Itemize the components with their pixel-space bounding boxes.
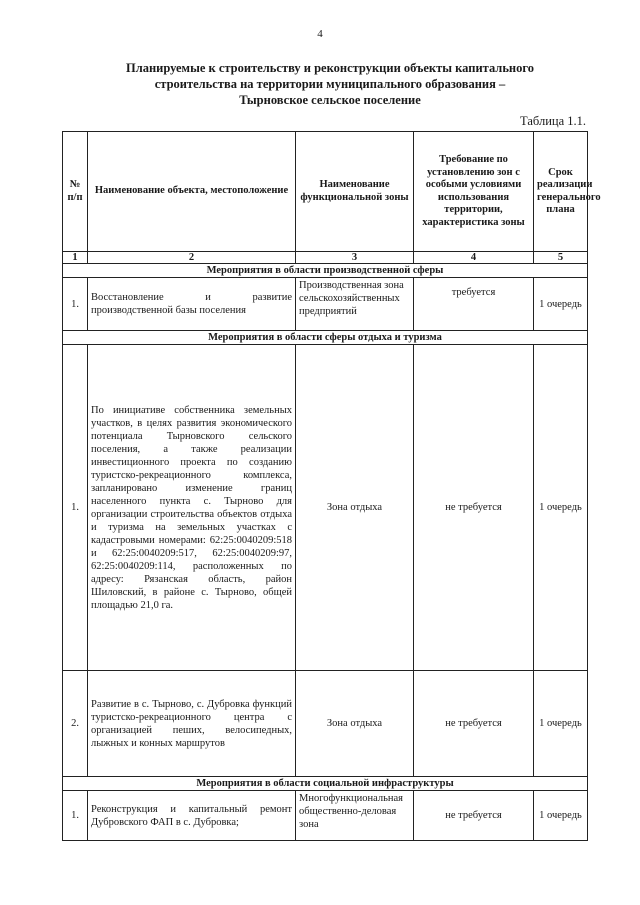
term: 1 очередь xyxy=(534,345,588,671)
table-row xyxy=(63,278,588,331)
requirement: не требуется xyxy=(414,791,534,841)
header-number: № п/п xyxy=(63,132,88,252)
section-title: Мероприятия в области социальной инфраструктуры xyxy=(63,777,588,791)
section-title: Мероприятия в области производственной сферы xyxy=(63,264,588,278)
term: 1 очередь xyxy=(534,671,588,777)
header-zone-name: Наименование функциональной зоны xyxy=(296,132,414,252)
row-number: 1. xyxy=(63,278,88,331)
zone-name: Производственная зона сельскохозяйственных предприятий xyxy=(296,278,414,331)
zone-name: Многофункциональная общественно-деловая зона xyxy=(296,791,414,841)
title-line-2: строительства на территории муниципального образования – xyxy=(154,77,506,91)
column-number: 5 xyxy=(534,252,588,264)
section-header xyxy=(63,331,588,345)
document-title xyxy=(70,60,590,108)
requirement: не требуется xyxy=(414,671,534,777)
object-name: Восстановление и развитие производственной базы поселения xyxy=(88,278,296,331)
header-object-name: Наименование объекта, местоположение xyxy=(88,132,296,252)
table-row xyxy=(63,671,588,777)
row-number: 2. xyxy=(63,671,88,777)
column-number: 3 xyxy=(296,252,414,264)
header-term: Срок реализации генерального плана xyxy=(534,132,588,252)
requirement: не требуется xyxy=(414,345,534,671)
table-label: Таблица 1.1. xyxy=(520,114,586,128)
row-number: 1. xyxy=(63,345,88,671)
header-requirement: Требование по установлению зон с особыми условиями использования территории, характеристика зоны xyxy=(414,132,534,252)
column-number-row xyxy=(63,252,588,264)
term: 1 очередь xyxy=(534,278,588,331)
section-header xyxy=(63,264,588,278)
object-name: Развитие в с. Тырново, с. Дубровка функций туристско-рекреационного центра с организацией пеших, велосипедных, лыжных и конных маршрутов xyxy=(88,671,296,777)
requirement: требуется xyxy=(414,278,534,331)
zone-name: Зона отдыха xyxy=(296,671,414,777)
object-name: По инициативе собственника земельных участков, в целях развития экономического потенциала Тырновского сельского поселения, а также реализации инвестиционного проекта по созданию туристско-рекреационного комплекса, запланировано изменение границ населенного пункта с. Тырново для организации строительства объектов отдыха и туризма на земельных участках с кадастровыми номерами: 62:25:0040209:518 и 62:25:0040209:517, 62:25:0040209:97, 62:25:0040209:114, расположенных по адресу: Рязанская область, район Шиловский, в районе с. Тырново, общей площадью 21,0 га. xyxy=(88,345,296,671)
column-number: 1 xyxy=(63,252,88,264)
object-name: Реконструкция и капитальный ремонт Дубровского ФАП в с. Дубровка; xyxy=(88,791,296,841)
header-row xyxy=(63,132,588,252)
table-row xyxy=(63,345,588,671)
title-line-1: Планируемые к строительству и реконструкции объекты капитального xyxy=(125,61,535,75)
title-line-3: Тырновское сельское поселение xyxy=(239,93,421,107)
section-header xyxy=(63,777,588,791)
column-number: 2 xyxy=(88,252,296,264)
row-number: 1. xyxy=(63,791,88,841)
page-number: 4 xyxy=(317,28,323,40)
objects-table xyxy=(62,131,601,841)
column-number: 4 xyxy=(414,252,534,264)
zone-name: Зона отдыха xyxy=(296,345,414,671)
table-row xyxy=(63,791,588,841)
term: 1 очередь xyxy=(534,791,588,841)
section-title: Мероприятия в области сферы отдыха и туризма xyxy=(63,331,588,345)
